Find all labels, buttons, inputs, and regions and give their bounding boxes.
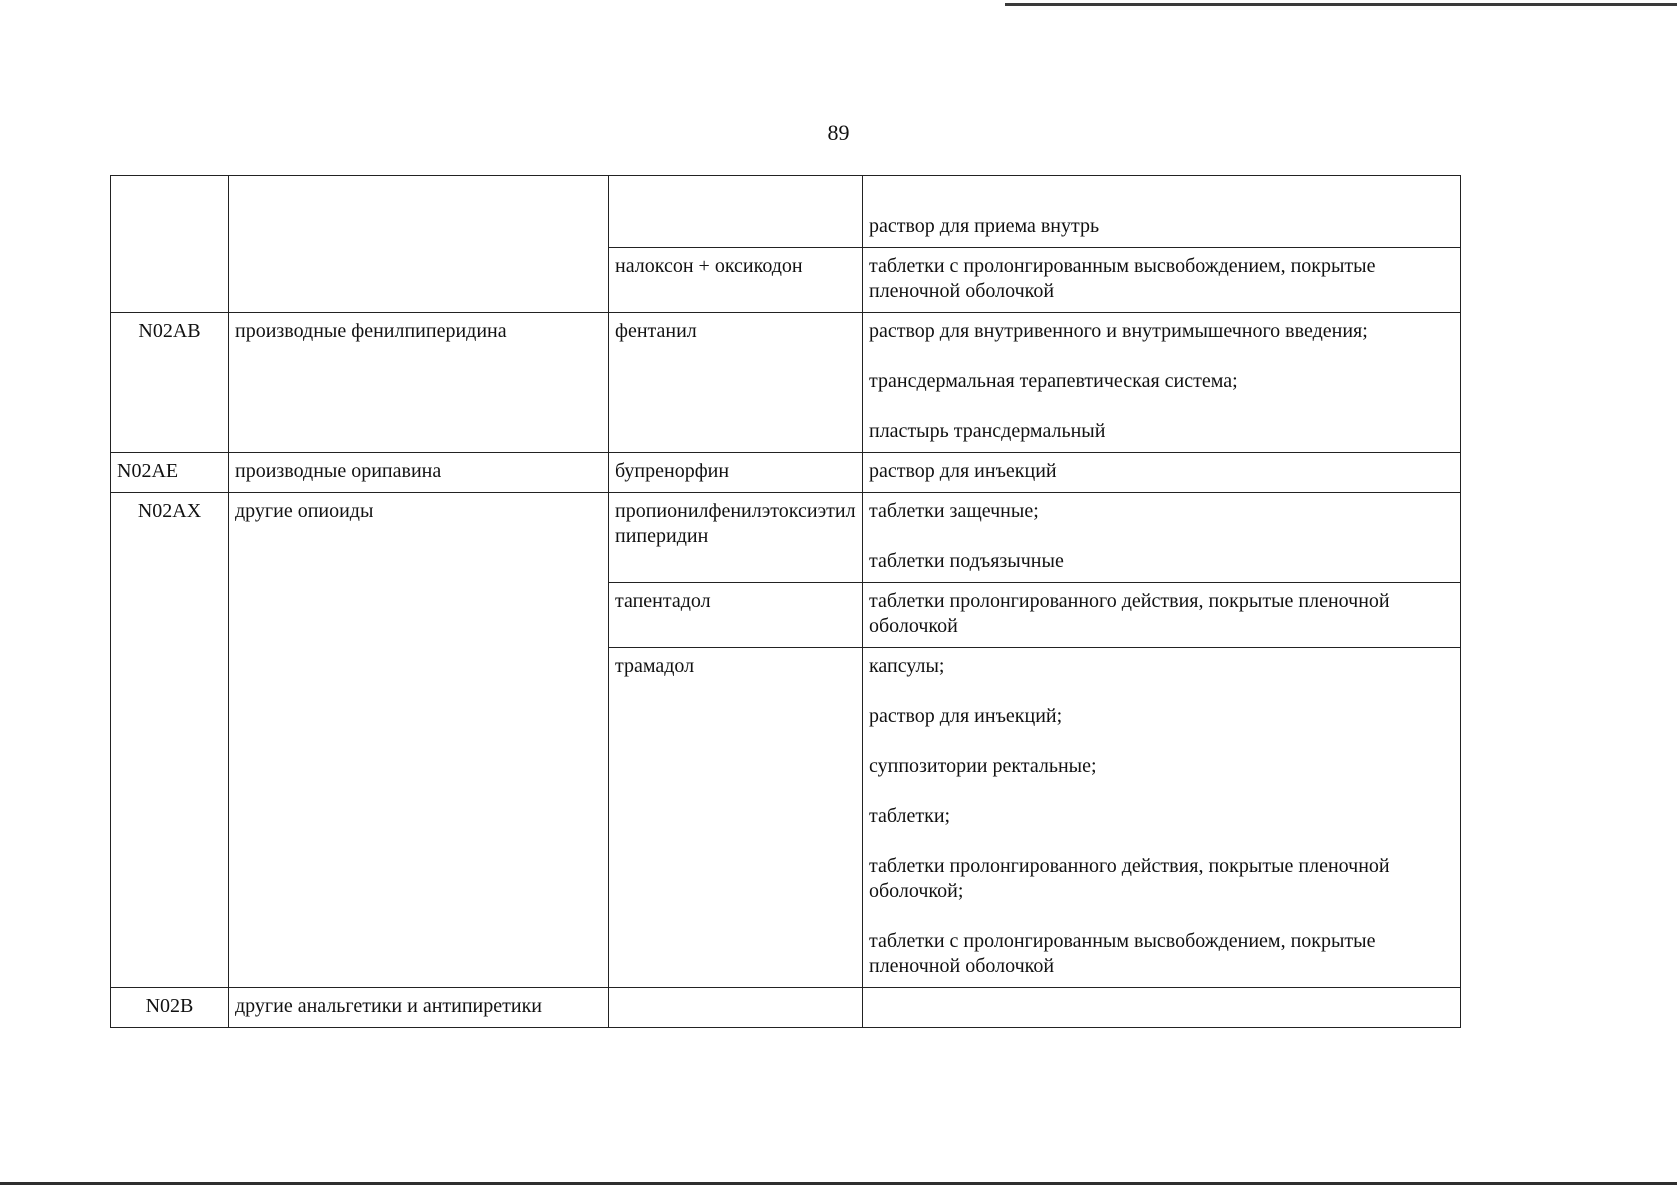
atc-code-cell: N02AE — [111, 453, 229, 493]
dosage-form: пластырь трансдермальный — [869, 420, 1106, 442]
table-row — [111, 453, 1461, 493]
drug-name-cell: пропионилфенилэтоксиэтилпиперидин — [609, 493, 863, 583]
table-row — [111, 493, 1461, 583]
dosage-form: таблетки; — [869, 805, 951, 827]
dosage-form: таблетки защечные; — [869, 500, 1039, 522]
top-scan-rule — [1005, 3, 1677, 6]
dosage-form: раствор для инъекций — [869, 460, 1057, 482]
atc-code-cell: N02B — [111, 988, 229, 1028]
group-cell: производные орипавина — [229, 453, 609, 493]
drug-name-cell: тапентадол — [609, 583, 863, 648]
atc-code-cell — [111, 176, 229, 313]
dosage-forms-cell — [863, 583, 1461, 648]
dosage-forms-cell — [863, 453, 1461, 493]
group-cell: другие опиоиды — [229, 493, 609, 988]
dosage-form: таблетки с пролонгированным высвобождением, покрытые пленочной оболочкой — [869, 255, 1376, 302]
dosage-forms-cell — [863, 248, 1461, 313]
dosage-form: трансдермальная терапевтическая система; — [869, 370, 1238, 392]
drug-name-cell: налоксон + оксикодон — [609, 248, 863, 313]
atc-code-cell: N02AX — [111, 493, 229, 988]
dosage-forms-cell — [863, 493, 1461, 583]
drug-name-cell: трамадол — [609, 648, 863, 988]
dosage-form: раствор для внутривенного и внутримышечного введения; — [869, 320, 1368, 342]
dosage-form: таблетки пролонгированного действия, покрытые пленочной оболочкой — [869, 590, 1390, 637]
group-cell — [229, 176, 609, 313]
group-cell: производные фенилпиперидина — [229, 313, 609, 453]
dosage-forms-cell — [863, 313, 1461, 453]
dosage-forms-cell — [863, 648, 1461, 988]
drug-name-cell: фентанил — [609, 313, 863, 453]
dosage-form: капсулы; — [869, 655, 945, 677]
dosage-form: таблетки пролонгированного действия, покрытые пленочной оболочкой; — [869, 855, 1390, 902]
drug-name-cell: бупренорфин — [609, 453, 863, 493]
drug-name-cell — [609, 176, 863, 248]
drug-table — [110, 175, 1461, 1028]
table-row — [111, 988, 1461, 1028]
dosage-form: суппозитории ректальные; — [869, 755, 1097, 777]
dosage-form: раствор для инъекций; — [869, 705, 1063, 727]
table-row — [111, 313, 1461, 453]
dosage-form: таблетки подъязычные — [869, 550, 1064, 572]
page-number: 89 — [827, 120, 850, 145]
atc-code-cell: N02AB — [111, 313, 229, 453]
group-cell: другие анальгетики и антипиретики — [229, 988, 609, 1028]
dosage-forms-cell — [863, 176, 1461, 248]
dosage-form: таблетки с пролонгированным высвобождением, покрытые пленочной оболочкой — [869, 930, 1376, 977]
bottom-scan-rule — [0, 1182, 1677, 1185]
dosage-forms-cell — [863, 988, 1461, 1028]
dosage-form: раствор для приема внутрь — [869, 215, 1100, 237]
drug-name-cell — [609, 988, 863, 1028]
table-row — [111, 176, 1461, 248]
